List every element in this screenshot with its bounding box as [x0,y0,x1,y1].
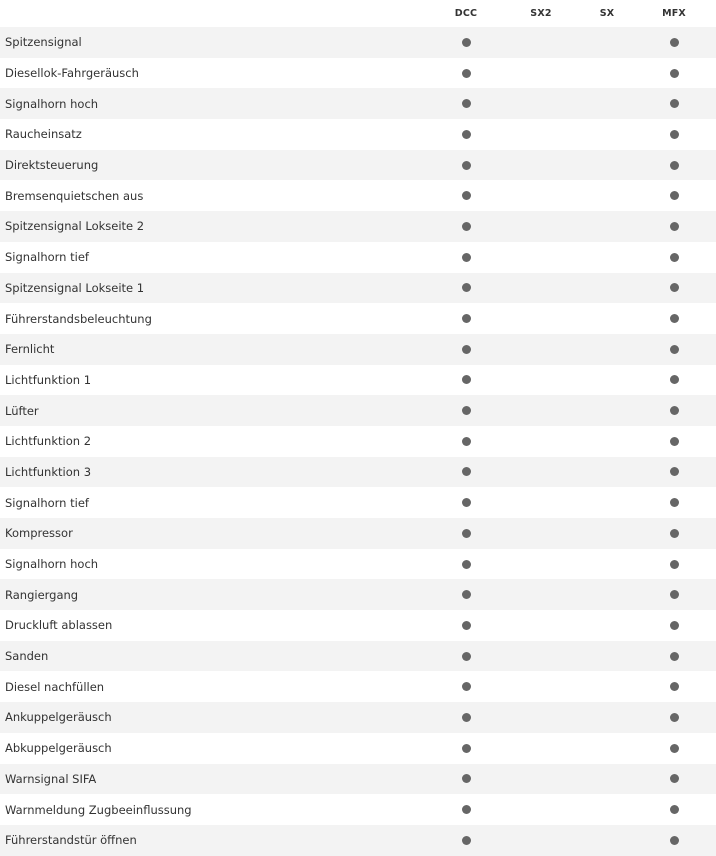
header-sx2-label: SX2 [530,8,552,19]
supported-dot-icon [462,406,471,415]
function-name: Warnsignal SIFA [5,771,97,786]
function-name: Raucheinsatz [5,127,82,142]
cell-dcc [432,467,500,476]
supported-dot-icon [670,467,679,476]
supported-dot-icon [462,713,471,722]
table-body [0,27,716,856]
supported-dot-icon [462,191,471,200]
function-name: Abkuppelgeräusch [5,741,112,756]
cell-mfx [632,590,716,599]
supported-dot-icon [462,652,471,661]
cell-mfx [632,774,716,783]
cell-dcc [432,652,500,661]
cell-mfx [632,682,716,691]
table-row [0,641,716,672]
supported-dot-icon [670,283,679,292]
function-name: Diesellok-Fahrgeräusch [5,66,139,81]
supported-dot-icon [462,345,471,354]
supported-dot-icon [462,38,471,47]
function-name: Signalhorn tief [5,495,89,510]
header-dcc-label: DCC [454,8,478,19]
table-row [0,211,716,242]
supported-dot-icon [670,99,679,108]
supported-dot-icon [462,467,471,476]
supported-dot-icon [670,38,679,47]
cell-mfx [632,836,716,845]
supported-dot-icon [462,375,471,384]
table-row [0,119,716,150]
function-name: Signalhorn tief [5,250,89,265]
table-row [0,457,716,488]
supported-dot-icon [462,682,471,691]
cell-dcc [432,682,500,691]
table-row [0,487,716,518]
cell-dcc [432,253,500,262]
table-row [0,395,716,426]
function-name: Lüfter [5,403,39,418]
table-row [0,88,716,119]
cell-mfx [632,744,716,753]
function-name: Spitzensignal Lokseite 2 [5,219,145,234]
cell-mfx [632,99,716,108]
cell-mfx [632,498,716,507]
table-row [0,825,716,856]
cell-mfx [632,529,716,538]
cell-dcc [432,69,500,78]
supported-dot-icon [670,774,679,783]
supported-dot-icon [670,69,679,78]
table-header [0,0,716,27]
cell-dcc [432,38,500,47]
function-name: Signalhorn hoch [5,557,99,572]
table-row [0,518,716,549]
function-name: Spitzensignal Lokseite 1 [5,280,145,295]
supported-dot-icon [462,161,471,170]
supported-dot-icon [670,161,679,170]
supported-dot-icon [670,682,679,691]
supported-dot-icon [462,590,471,599]
cell-dcc [432,222,500,231]
cell-dcc [432,375,500,384]
cell-mfx [632,345,716,354]
function-name: Signalhorn hoch [5,96,99,111]
cell-dcc [432,498,500,507]
table-row [0,579,716,610]
header-sx [582,8,632,19]
cell-dcc [432,621,500,630]
supported-dot-icon [670,713,679,722]
cell-dcc [432,130,500,139]
table-row [0,702,716,733]
table-row [0,365,716,396]
cell-dcc [432,836,500,845]
header-mfx-label: MFX [662,8,686,19]
supported-dot-icon [462,222,471,231]
cell-mfx [632,314,716,323]
cell-dcc [432,590,500,599]
header-dcc [432,8,500,19]
cell-dcc [432,161,500,170]
supported-dot-icon [462,744,471,753]
table-row [0,303,716,334]
supported-dot-icon [462,805,471,814]
function-name: Ankuppelgeräusch [5,710,112,725]
table-row [0,180,716,211]
supported-dot-icon [462,774,471,783]
cell-dcc [432,805,500,814]
supported-dot-icon [670,529,679,538]
table-row [0,794,716,825]
cell-mfx [632,467,716,476]
cell-dcc [432,345,500,354]
supported-dot-icon [670,652,679,661]
cell-dcc [432,99,500,108]
table-row [0,242,716,273]
function-name: Warnmeldung Zugbeeinflussung [5,802,192,817]
function-name: Führerstandstür öffnen [5,833,137,848]
cell-mfx [632,161,716,170]
supported-dot-icon [462,529,471,538]
table-row [0,426,716,457]
supported-dot-icon [462,283,471,292]
supported-dot-icon [670,744,679,753]
function-name: Lichtfunktion 1 [5,372,92,387]
function-name: Lichtfunktion 2 [5,434,92,449]
table-row [0,273,716,304]
supported-dot-icon [462,836,471,845]
supported-dot-icon [462,69,471,78]
cell-dcc [432,529,500,538]
header-sx2 [500,8,582,19]
cell-mfx [632,652,716,661]
table-row [0,764,716,795]
supported-dot-icon [670,437,679,446]
cell-mfx [632,253,716,262]
table-row [0,150,716,181]
supported-dot-icon [670,836,679,845]
cell-mfx [632,130,716,139]
function-name: Diesel nachfüllen [5,679,105,694]
cell-dcc [432,560,500,569]
cell-mfx [632,713,716,722]
supported-dot-icon [670,253,679,262]
cell-dcc [432,744,500,753]
cell-mfx [632,38,716,47]
supported-dot-icon [670,590,679,599]
supported-dot-icon [670,130,679,139]
supported-dot-icon [670,314,679,323]
supported-dot-icon [670,222,679,231]
cell-dcc [432,191,500,200]
function-name: Direktsteuerung [5,158,99,173]
cell-mfx [632,283,716,292]
cell-mfx [632,560,716,569]
supported-dot-icon [462,560,471,569]
supported-dot-icon [670,345,679,354]
cell-mfx [632,222,716,231]
cell-mfx [632,191,716,200]
supported-dot-icon [462,437,471,446]
function-name: Lichtfunktion 3 [5,464,92,479]
table-row [0,671,716,702]
function-name: Rangiergang [5,587,79,602]
header-mfx [632,8,716,19]
cell-mfx [632,69,716,78]
table-row [0,334,716,365]
cell-mfx [632,406,716,415]
function-name: Spitzensignal [5,35,82,50]
supported-dot-icon [462,99,471,108]
supported-dot-icon [462,314,471,323]
supported-dot-icon [670,498,679,507]
function-name: Kompressor [5,526,73,541]
cell-dcc [432,283,500,292]
cell-dcc [432,437,500,446]
cell-mfx [632,375,716,384]
function-name: Fernlicht [5,342,55,357]
table-row [0,610,716,641]
cell-dcc [432,314,500,323]
cell-mfx [632,437,716,446]
cell-dcc [432,774,500,783]
table-row [0,58,716,89]
cell-dcc [432,406,500,415]
supported-dot-icon [462,621,471,630]
supported-dot-icon [462,498,471,507]
function-name: Sanden [5,649,49,664]
supported-dot-icon [670,560,679,569]
function-name: Druckluft ablassen [5,618,113,633]
function-name: Führerstandsbeleuchtung [5,311,152,326]
table-row [0,733,716,764]
supported-dot-icon [462,130,471,139]
supported-dot-icon [670,406,679,415]
header-sx-label: SX [599,8,615,19]
cell-mfx [632,621,716,630]
cell-dcc [432,713,500,722]
table-row [0,27,716,58]
supported-dot-icon [670,375,679,384]
cell-mfx [632,805,716,814]
supported-dot-icon [670,805,679,814]
supported-dot-icon [670,191,679,200]
supported-dot-icon [670,621,679,630]
function-name: Bremsenquietschen aus [5,188,144,203]
supported-dot-icon [462,253,471,262]
table-row [0,549,716,580]
